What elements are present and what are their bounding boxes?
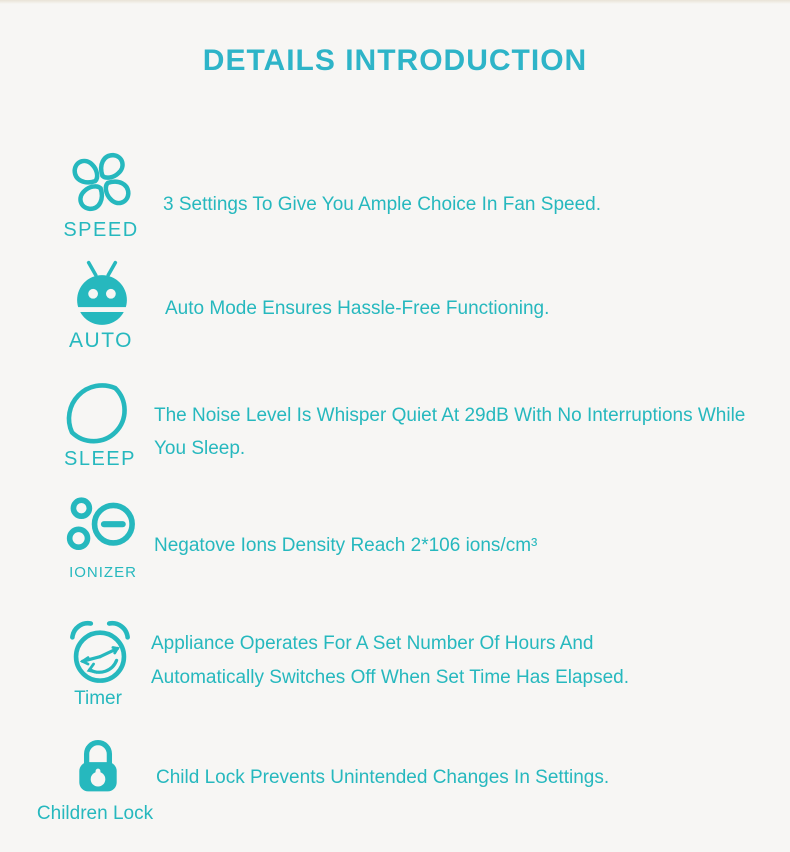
feature-description-timer: Appliance Operates For A Set Number Of Hours And Automatically Switches Off When Set Time Has Elapsed.: [151, 633, 630, 688]
feature-label-sleep: SLEEP: [64, 448, 136, 470]
feature-row-sleep: [0, 376, 790, 496]
feature-description-sleep: The Noise Level Is Whisper Quiet At 29dB With No Interruptions While You Sleep.: [154, 405, 746, 459]
feature-row-ionizer: [0, 494, 790, 614]
robot-icon: [70, 256, 134, 328]
negative-ions-icon: [66, 496, 140, 558]
feature-label-auto: AUTO: [69, 329, 133, 352]
fan-icon: [66, 148, 137, 216]
feature-row-timer: [0, 618, 790, 738]
feature-description-auto: Auto Mode Ensures Hassle-Free Functioning.: [165, 298, 550, 319]
alarm-clock-icon: [62, 618, 138, 688]
crescent-moon-icon: [58, 378, 132, 448]
feature-label-ionizer: IONIZER: [69, 564, 137, 581]
padlock-icon: [72, 734, 124, 800]
feature-row-speed: [0, 148, 790, 268]
top-strip: [0, 0, 790, 4]
feature-label-children-lock: Children Lock: [36, 803, 154, 824]
feature-description-speed: 3 Settings To Give You Ample Choice In Fan Speed.: [163, 194, 601, 215]
feature-label-timer: Timer: [74, 688, 122, 709]
feature-row-auto: [0, 256, 790, 376]
page-title: DETAILS INTRODUCTION: [202, 44, 588, 77]
feature-description-children-lock: Child Lock Prevents Unintended Changes In Settings.: [156, 767, 610, 788]
feature-row-children-lock: [0, 734, 790, 852]
feature-description-ionizer: Negatove Ions Density Reach 2*106 ions/cm³: [154, 535, 538, 556]
feature-label-speed: SPEED: [63, 219, 139, 241]
